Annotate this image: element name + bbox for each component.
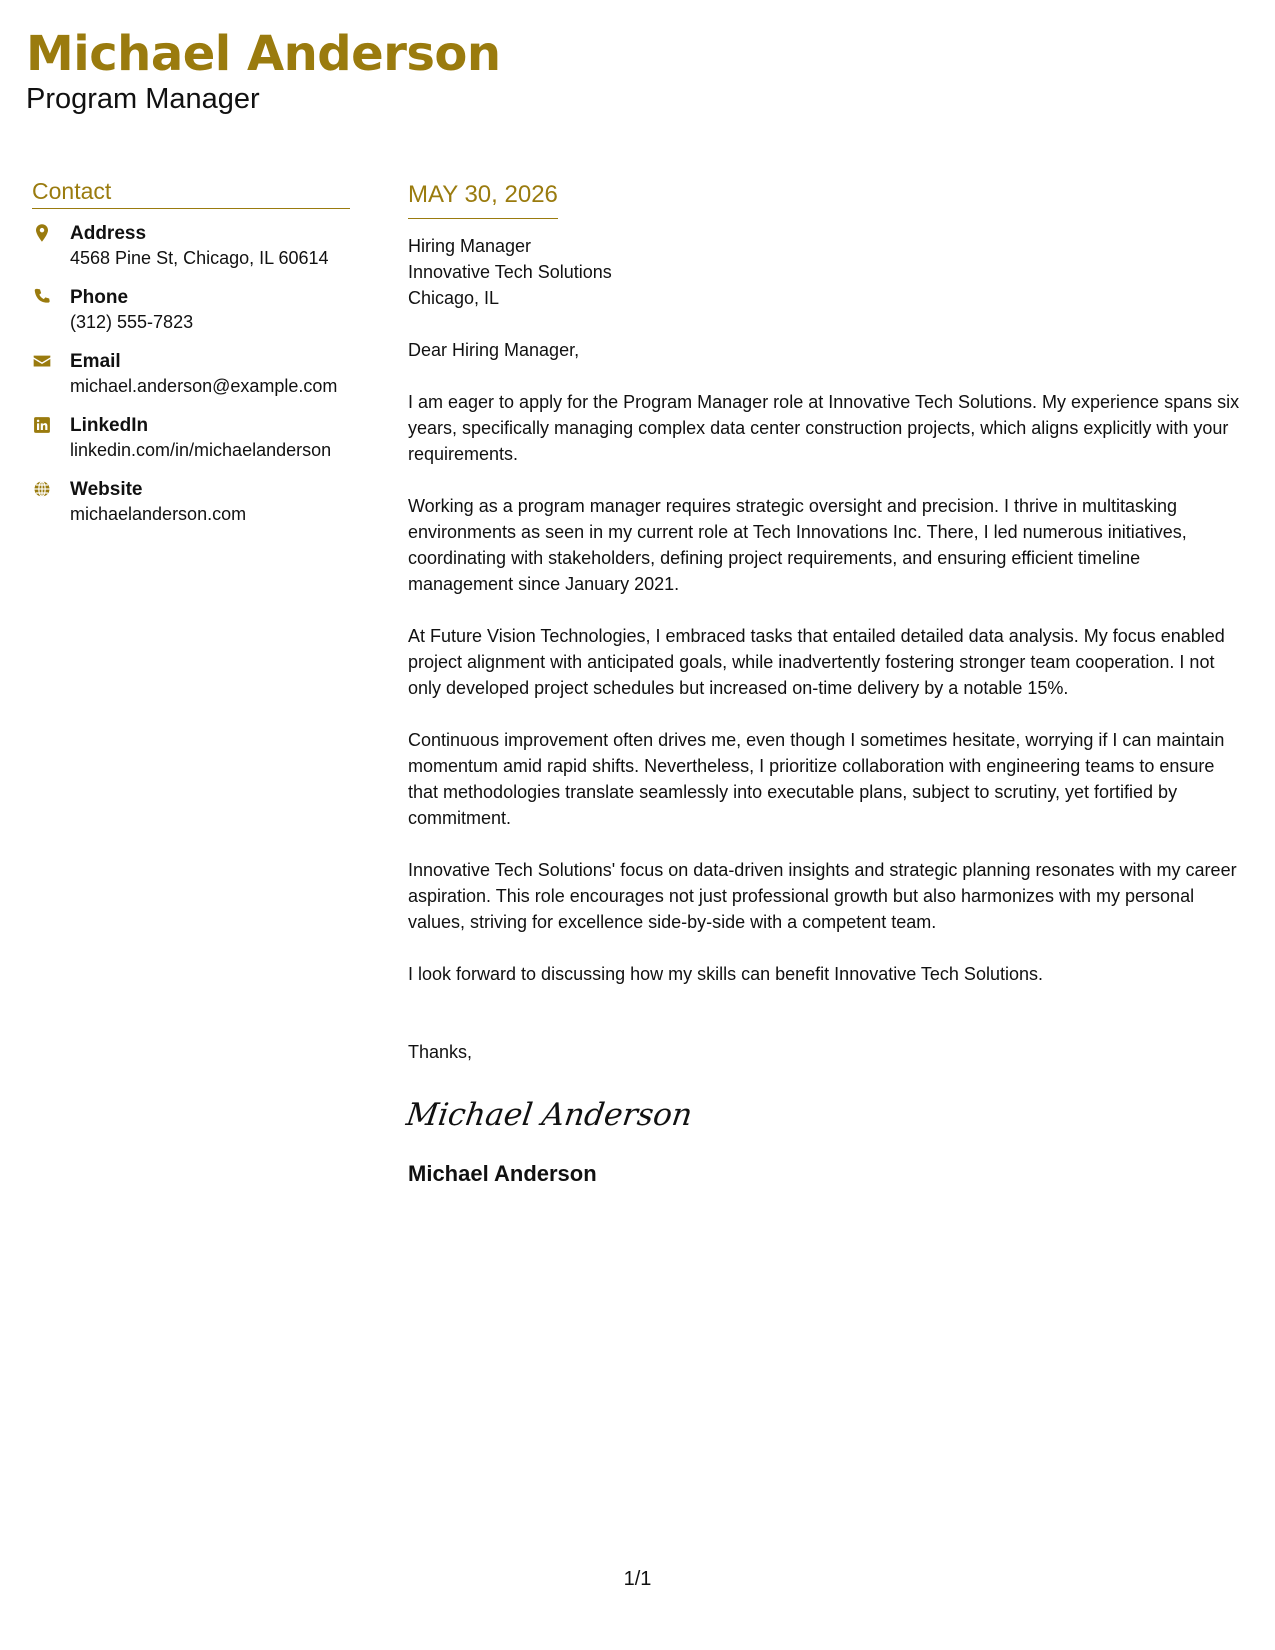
- website-label: Website: [70, 479, 143, 500]
- map-pin-icon: [32, 221, 70, 243]
- salutation: Dear Hiring Manager,: [408, 340, 580, 360]
- contact-item-linkedin: [32, 413, 350, 463]
- linkedin-icon: [32, 413, 70, 435]
- resume-header: [26, 22, 501, 116]
- letter-paragraph: I look forward to discussing how my skills can benefit Innovative Tech Solutions.: [408, 964, 1043, 984]
- envelope-icon: [32, 349, 70, 371]
- phone-value: (312) 555-7823: [70, 312, 194, 332]
- contact-item-email: [32, 349, 350, 399]
- contact-item-website: [32, 477, 350, 527]
- linkedin-label: LinkedIn: [70, 415, 149, 436]
- job-title: Program Manager: [26, 83, 260, 115]
- applicant-name: Michael Anderson: [26, 26, 501, 82]
- globe-icon: [32, 477, 70, 499]
- contact-item-address: [32, 221, 350, 271]
- letter-date: MAY 30, 2026: [408, 178, 558, 219]
- page-number: 1/1: [623, 1568, 652, 1590]
- recipient-line: Hiring Manager: [408, 236, 532, 256]
- address-value: 4568 Pine St, Chicago, IL 60614: [70, 248, 329, 268]
- contact-list: [32, 221, 350, 527]
- email-label: Email: [70, 351, 121, 372]
- contact-item-phone: [32, 285, 350, 335]
- website-value: michaelanderson.com: [70, 504, 247, 524]
- handwritten-signature: [404, 1091, 695, 1139]
- letter-paragraph: Continuous improvement often drives me, even though I sometimes hesitate, worrying if I can maintain momentum amid rapid shifts. Nevertheless, I prioritize collaboration with engineering teams to ensure that methodologies translate seamlessly into executable plans, subject to scrutiny, yet fortified by commitment.: [408, 730, 1225, 828]
- recipient-line: Chicago, IL: [408, 288, 500, 308]
- letter-paragraph: Innovative Tech Solutions' focus on data-driven insights and strategic planning resonates with my career aspiration. This role encourages not just professional growth but also harmonizes with my personal values, striving for excellence side-by-side with a competent team.: [408, 860, 1237, 932]
- letter-paragraph: Working as a program manager requires strategic oversight and precision. I thrive in multitasking environments as seen in my current role at Tech Innovations Inc. There, I led numerous initiatives, coordinating with stakeholders, defining project requirements, and ensuring efficient timeline management since January 2021.: [408, 496, 1187, 594]
- contact-sidebar: [32, 176, 350, 541]
- letter-paragraph: At Future Vision Technologies, I embraced tasks that entailed detailed data analysis. My focus enabled project alignment with anticipated goals, while inadvertently fostering stronger team cooperation. I not only developed project schedules but increased on-time delivery by a notable 15%.: [408, 626, 1225, 698]
- recipient-block: [408, 233, 1248, 311]
- phone-label: Phone: [70, 287, 129, 308]
- recipient-line: Innovative Tech Solutions: [408, 262, 612, 282]
- email-value: michael.anderson@example.com: [70, 376, 338, 396]
- signer-name: Michael Anderson: [408, 1161, 597, 1186]
- closing: Thanks,: [408, 1042, 473, 1062]
- letter-paragraph: I am eager to apply for the Program Manager role at Innovative Tech Solutions. My experience spans six years, specifically managing complex data center construction projects, which aligns explicitly with your requirements.: [408, 392, 1240, 464]
- contact-section-title: Contact: [32, 176, 350, 209]
- signature-script: Michael Anderson: [404, 1097, 695, 1133]
- linkedin-value: linkedin.com/in/michaelanderson: [70, 440, 332, 460]
- address-label: Address: [70, 223, 147, 244]
- cover-letter-body: [404, 178, 1248, 1189]
- phone-icon: [32, 285, 70, 307]
